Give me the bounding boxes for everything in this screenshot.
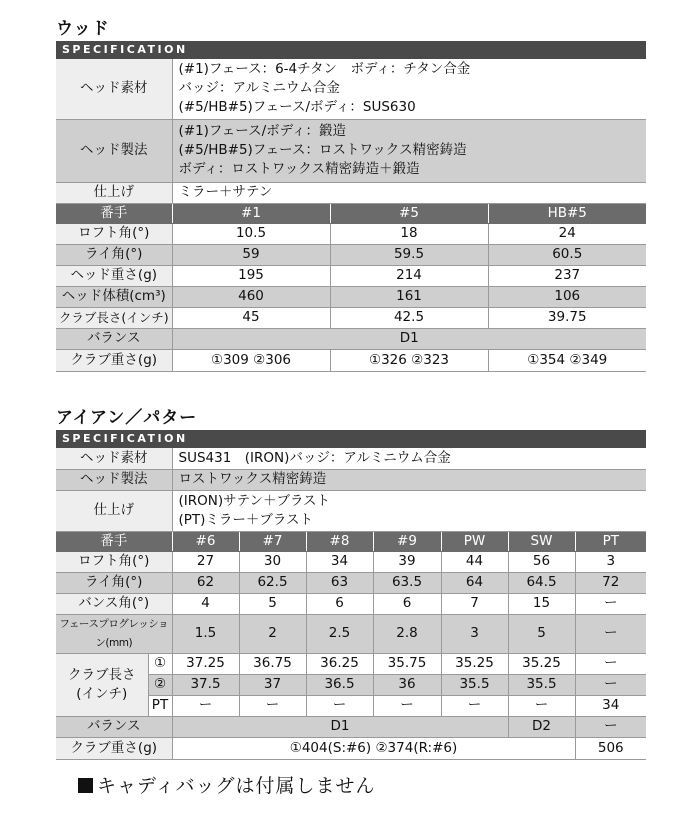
wood-head-material-row [56,59,646,119]
wood-section-title: ウッド [56,19,110,39]
table-cell: 4 [172,593,239,614]
wood-finish-row [56,182,646,203]
iron-col: SW [508,531,575,551]
table-cell: 1.5 [172,614,239,653]
iron-club-weight-row [56,737,646,759]
table-cell: ー [575,614,646,653]
wood-lie-label: ライ角(°) [56,244,172,265]
iron-balance-label: バランス [56,716,172,737]
table-cell: 62.5 [239,572,306,593]
table-cell: 161 [330,286,488,307]
wood-head-method-label: ヘッド製法 [56,119,172,182]
table-cell: 7 [441,593,508,614]
table-cell: ー [575,674,646,695]
iron-length-sub-label: PT [148,695,172,716]
wood-spec-table [56,59,646,372]
iron-head-method-value: ロストワックス精密鋳造 [172,469,646,490]
table-cell: 56 [508,551,575,572]
table-cell: 35.5 [508,674,575,695]
iron-head-material-label: ヘッド素材 [56,448,172,469]
table-cell: 63 [306,572,373,593]
wood-balance-label: バランス [56,328,172,349]
table-cell: ー [508,695,575,716]
wood-head-material-label: ヘッド素材 [56,59,172,119]
wood-balance-value: D1 [172,328,646,349]
table-cell: ー [172,695,239,716]
table-cell: 3 [441,614,508,653]
iron-bounce-label: バンス角(°) [56,593,172,614]
table-cell: 36 [373,674,441,695]
table-cell: 18 [330,223,488,244]
iron-head-material-value: SUS431 (IRON)バッジ：アルミニウム合金 [172,448,646,469]
wood-head-weight-label: ヘッド重さ(g) [56,265,172,286]
iron-length-sub-label: ② [148,674,172,695]
table-cell: 6 [306,593,373,614]
table-cell: ①354 ②349 [488,349,646,371]
wood-col-5: #5 [330,203,488,223]
table-cell: 460 [172,286,330,307]
iron-face-progression-row [56,614,646,653]
iron-balance-row [56,716,646,737]
iron-length-sub-label: ① [148,653,172,674]
table-cell: 36.25 [306,653,373,674]
iron-balance-pt-value: ー [575,716,646,737]
table-cell: 39 [373,551,441,572]
wood-head-volume-label: ヘッド体積(cm³) [56,286,172,307]
table-cell: 27 [172,551,239,572]
table-cell: 6 [373,593,441,614]
table-cell: 106 [488,286,646,307]
table-cell: 37.5 [172,674,239,695]
table-cell: 3 [575,551,646,572]
table-cell: 60.5 [488,244,646,265]
table-cell: 44 [441,551,508,572]
iron-col: #6 [172,531,239,551]
table-cell: 5 [239,593,306,614]
iron-spec-header: SPECIFICATION [56,430,646,448]
table-cell: 35.25 [508,653,575,674]
table-cell: 36.75 [239,653,306,674]
wood-number-header-row [56,203,646,223]
table-cell: 237 [488,265,646,286]
square-bullet-icon [78,778,93,793]
table-cell: ①309 ②306 [172,349,330,371]
iron-bounce-row [56,593,646,614]
iron-col: #7 [239,531,306,551]
table-cell: 15 [508,593,575,614]
table-cell: 39.75 [488,307,646,328]
table-cell: 63.5 [373,572,441,593]
pt-club-weight-value: 506 [575,737,646,759]
iron-finish-row [56,490,646,531]
wood-head-method-value: (#1)フェース/ボディ：鍛造 (#5/HB#5)フェース：ロストワックス精密鋳造 ボディ：ロストワックス精密鋳造＋鍛造 [172,119,646,182]
table-cell: 30 [239,551,306,572]
wood-loft-row [56,223,646,244]
iron-head-method-row [56,469,646,490]
wood-head-volume-row [56,286,646,307]
table-cell: 62 [172,572,239,593]
iron-col: PW [441,531,508,551]
table-cell: 37.25 [172,653,239,674]
table-cell: ー [441,695,508,716]
wood-finish-value: ミラー＋サテン [172,182,646,203]
iron-section-title: アイアン／パター [56,408,198,428]
table-cell: 64.5 [508,572,575,593]
iron-head-material-row [56,448,646,469]
table-cell: 195 [172,265,330,286]
table-cell: 36.5 [306,674,373,695]
wood-head-weight-row [56,265,646,286]
table-cell: 24 [488,223,646,244]
wood-loft-label: ロフト角(°) [56,223,172,244]
iron-number-label: 番手 [56,531,172,551]
wood-number-label: 番手 [56,203,172,223]
wood-col-hb5: HB#5 [488,203,646,223]
table-cell: 72 [575,572,646,593]
iron-club-length-label: クラブ長さ (インチ) [56,653,148,716]
table-cell: 34 [306,551,373,572]
table-cell: 2 [239,614,306,653]
iron-balance-sw-value: D2 [508,716,575,737]
iron-balance-value: D1 [172,716,508,737]
table-cell: ー [373,695,441,716]
iron-col: PT [575,531,646,551]
iron-face-progression-label: フェースプログレッション(mm) [56,614,172,653]
wood-balance-row [56,328,646,349]
wood-lie-row [56,244,646,265]
iron-club-weight-label: クラブ重さ(g) [56,737,172,759]
caddy-bag-note-text: キャディバッグは付属しません [97,775,376,797]
table-cell: 2.5 [306,614,373,653]
table-cell: 35.25 [441,653,508,674]
table-cell: 35.75 [373,653,441,674]
table-cell: ー [575,653,646,674]
wood-club-weight-row [56,349,646,371]
table-cell: 59.5 [330,244,488,265]
table-cell: 34 [575,695,646,716]
table-cell: 42.5 [330,307,488,328]
iron-number-header-row [56,531,646,551]
iron-head-method-label: ヘッド製法 [56,469,172,490]
wood-spec-header: SPECIFICATION [56,41,646,59]
table-cell: 2.8 [373,614,441,653]
iron-spec-table [56,448,646,760]
table-cell: ー [575,593,646,614]
iron-loft-label: ロフト角(°) [56,551,172,572]
iron-loft-row [56,551,646,572]
iron-col: #9 [373,531,441,551]
wood-head-material-value: (#1)フェース：6-4チタン ボディ：チタン合金 バッジ：アルミニウム合金 (#5/HB#5)フェース/ボディ：SUS630 [172,59,646,119]
iron-length-row-1 [56,653,646,674]
wood-col-1: #1 [172,203,330,223]
table-cell: 64 [441,572,508,593]
iron-lie-row [56,572,646,593]
wood-club-length-label: クラブ長さ(インチ) [56,307,172,328]
table-cell: ー [239,695,306,716]
table-cell: 214 [330,265,488,286]
table-cell: ①326 ②323 [330,349,488,371]
iron-lie-label: ライ角(°) [56,572,172,593]
table-cell: 45 [172,307,330,328]
table-cell: ー [306,695,373,716]
wood-head-method-row [56,119,646,182]
iron-finish-value: (IRON)サテン＋ブラスト (PT)ミラー＋ブラスト [172,490,646,531]
wood-club-weight-label: クラブ重さ(g) [56,349,172,371]
table-cell: 59 [172,244,330,265]
iron-col: #8 [306,531,373,551]
wood-club-length-row [56,307,646,328]
table-cell: 37 [239,674,306,695]
caddy-bag-note [78,771,375,798]
iron-finish-label: 仕上げ [56,490,172,531]
table-cell: 35.5 [441,674,508,695]
table-cell: 5 [508,614,575,653]
iron-club-weight-value: ①404(S:#6) ②374(R:#6) [172,737,575,759]
wood-finish-label: 仕上げ [56,182,172,203]
table-cell: 10.5 [172,223,330,244]
